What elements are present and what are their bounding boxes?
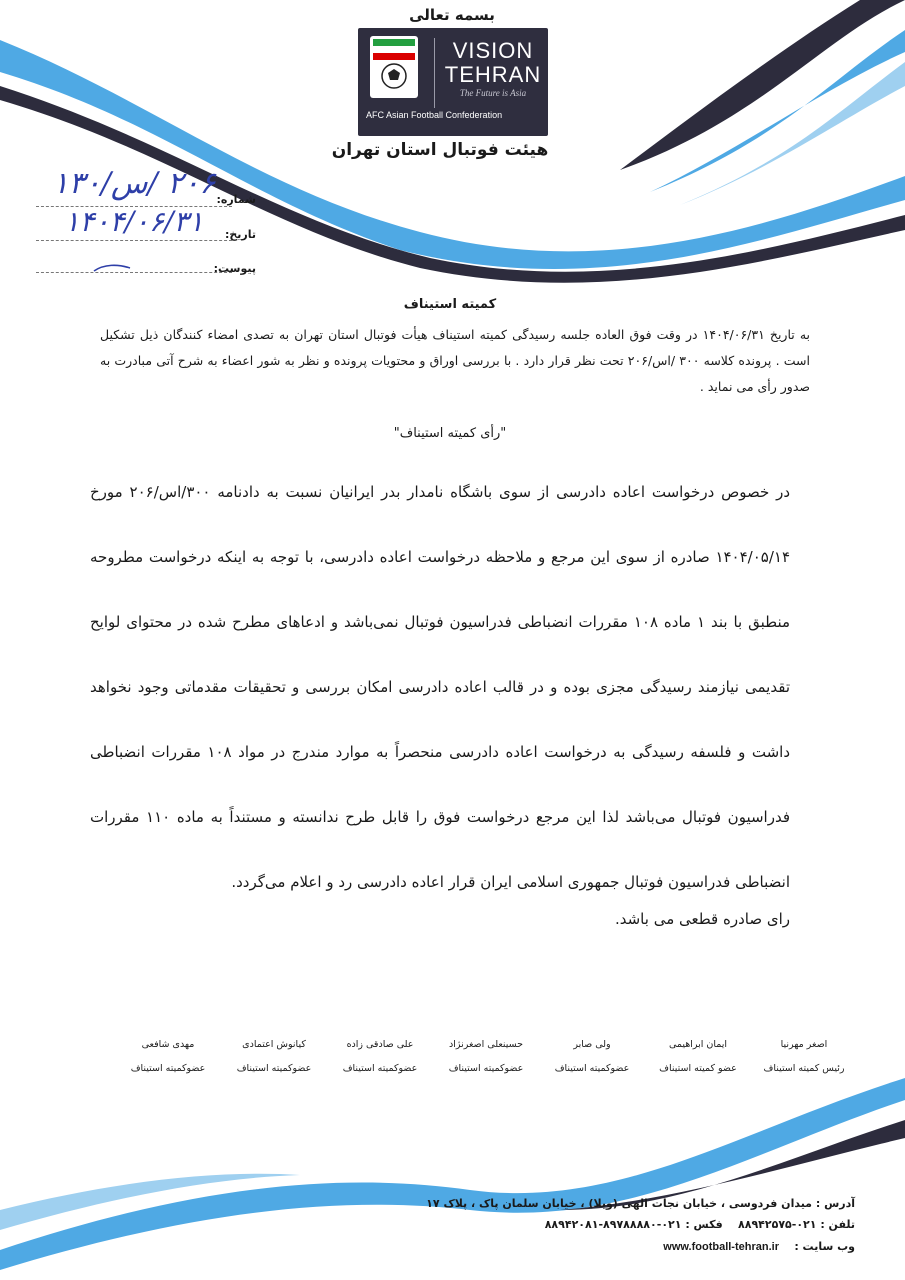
fax-number: ۰۲۱-۸۹۷۸۸۸۸۰-۸۸۹۴۲۰۸۱ [544,1218,682,1231]
date-label: تاریخ: [224,228,256,241]
footer-address-row [400,1197,855,1210]
attachment-line [36,272,232,273]
signatory-name: اصغر مهرنیا [780,1039,828,1050]
footer-website-row [400,1240,855,1253]
signatory-role: عضوکمیته استیناف [554,1063,630,1074]
signatory-role: عضوکمیته استیناف [448,1063,524,1074]
signatory-role: رئیس کمیته استیناف [763,1063,845,1074]
footer-contact-row [400,1218,855,1231]
logo-divider [434,38,435,108]
organization-name: هیئت فوتبال استان تهران [331,140,549,160]
attachment-label: پیوست: [213,262,256,275]
signatory-name: مهدی شافعی [141,1039,195,1050]
number-label: شماره: [216,193,256,206]
verdict-title: "رأی کمیته استیناف" [393,426,507,441]
fax-label: فکس : [685,1218,723,1231]
final-note: رای صادره قطعی می باشد. [614,910,790,928]
signatory-role: عضو کمیته استیناف [659,1063,737,1074]
signatory-name: حسینعلی اصغرنژاد [448,1039,524,1050]
logo-text-tehran: TEHRAN [444,62,542,87]
federation-emblem-icon [370,36,418,98]
signature-block [222,1033,326,1081]
signatory-role: عضوکمیته استیناف [342,1063,418,1074]
signature-block [646,1033,750,1081]
signature-block [540,1033,644,1081]
phone-number: ۰۲۱-۸۸۹۴۲۵۷۵ [738,1218,817,1231]
signature-block [116,1033,220,1081]
logo-text-vision: VISION [452,38,534,63]
address-label: آدرس : [815,1197,855,1210]
date-line [36,240,232,241]
website-link[interactable]: www.football-tehran.ir [663,1241,779,1253]
signatory-role: عضوکمیته استیناف [130,1063,206,1074]
signatory-name: کیانوش اعتمادی [242,1039,306,1050]
signatory-name: ولی صابر [573,1039,611,1050]
number-handwritten: ۲۰۶ /س/۱۳۰ [52,166,216,201]
signatory-name: ایمان ابراهیمی [668,1039,728,1050]
verdict-paragraph: در خصوص درخواست اعاده دادرسی از سوی باشگاه نامدار بدر ایرانیان نسبت به دادنامه ۳۰۰/اس/۲۰۶ مورخ ۱۴۰۴/۰۵/۱۴ صادره از سوی این مرجع و ملاحظه درخواست اعاده دادرسی، با توجه به اینکه درخواست مطروحه منطبق با بند ۱ ماده ۱۰۸ مقررات انضباطی فدراسیون فوتبال نمی‌باشد و ادعاهای مطرح شده در محتوای لوایح تقدیمی نیازمند رسیدگی مجزی بوده و در قالب اعاده دادرسی امکان بررسی و تحقیقات مقدماتی وجود نخواهد داشت و فلسفه رسیدگی به درخواست اعاده دادرسی منحصراً به موارد مندرج در مواد ۱۰۸ مقررات انضباطی فدراسیون فوتبال می‌باشد لذا این مرجع درخواست فوق را قابل طرح ندانسته و مستنداً به ماده ۱۱۰ مقررات انضباطی فدراسیون فوتبال جمهوری اسلامی ایران قرار اعاده دادرسی رد و اعلام می‌گردد. [90,483,791,891]
signatory-name: علی صادقی زاده [346,1039,414,1050]
bismillah-header: بسمه تعالی [409,6,495,24]
date-handwritten: ۱۴۰۴/۰۶/۳۱ [64,205,204,238]
signature-block [328,1033,432,1081]
website-label: وب سایت : [794,1240,855,1253]
phone-label: تلفن : [820,1218,855,1231]
signatory-role: عضوکمیته استیناف [236,1063,312,1074]
afc-caption: AFC Asian Football Confederation [366,110,503,120]
committee-title: کمیته استیناف [403,297,497,312]
signature-block [752,1033,856,1081]
intro-paragraph: به تاریخ ۱۴۰۴/۰۶/۳۱ در وقت فوق العاده جلسه رسیدگی کمیته استیناف هیأت فوتبال استان تهران به تصدی امضاء کنندگان ذیل تشکیل است . پرونده کلاسه ۳۰۰ /اس/۲۰۶ تحت نظر قرار دارد . با بررسی اوراق و محتویات پرونده و نظر به شور اعضاء به شرح آتی مبادرت به صدور رأی می نماید . [100,327,810,394]
signature-block [434,1033,538,1081]
vision-tehran-logo [358,28,548,136]
handwritten-mark [92,262,132,274]
address-text: میدان فردوسی ، خیابان نجات الهی (ویلا) ، خیابان سلمان پاک ، پلاک ۱۷ [426,1197,812,1210]
logo-tagline: The Future is Asia [459,88,527,98]
